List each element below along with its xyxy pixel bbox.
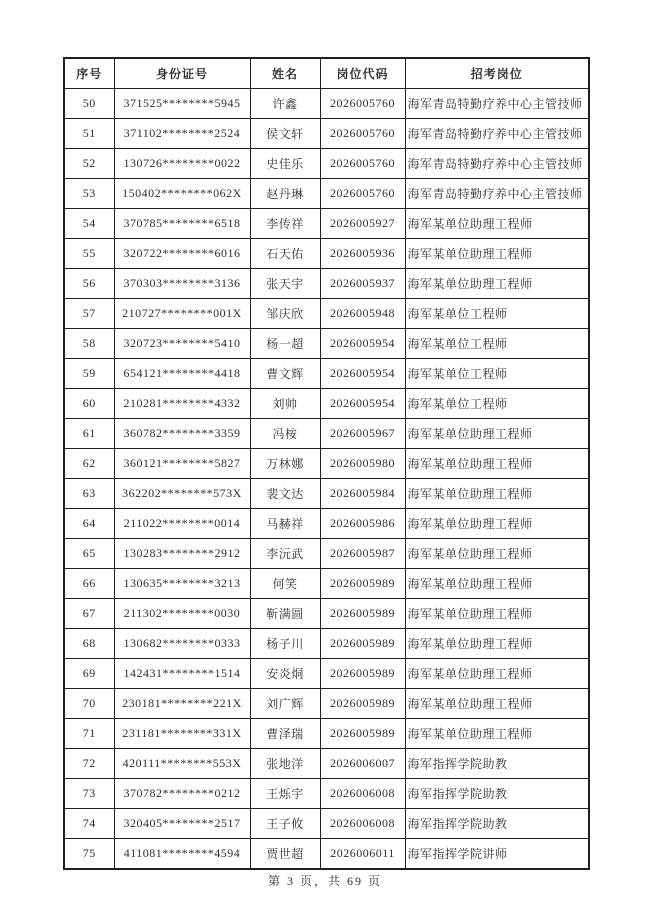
serial-cell: 62 bbox=[64, 449, 114, 479]
job-title-cell: 海军某单位助理工程师 bbox=[405, 599, 589, 629]
job-title-cell: 海军某单位助理工程师 bbox=[405, 209, 589, 239]
table-row bbox=[64, 599, 589, 629]
name-cell: 史佳乐 bbox=[250, 149, 320, 179]
name-cell: 李传祥 bbox=[250, 209, 320, 239]
table-row bbox=[64, 629, 589, 659]
serial-cell: 57 bbox=[64, 299, 114, 329]
id-number-cell: 370785********6518 bbox=[114, 209, 250, 239]
table-row bbox=[64, 299, 589, 329]
job-code-cell: 2026005989 bbox=[320, 659, 405, 689]
recruitment-roster-table bbox=[63, 57, 590, 870]
job-code-cell: 2026005989 bbox=[320, 569, 405, 599]
job-code-cell: 2026005954 bbox=[320, 359, 405, 389]
name-cell: 侯文轩 bbox=[250, 119, 320, 149]
id-number-cell: 130283********2912 bbox=[114, 539, 250, 569]
table-row bbox=[64, 389, 589, 419]
job-code-cell: 2026005760 bbox=[320, 119, 405, 149]
header-serial: 序号 bbox=[64, 58, 114, 89]
id-number-cell: 411081********4594 bbox=[114, 839, 250, 870]
table-row bbox=[64, 329, 589, 359]
table-row bbox=[64, 749, 589, 779]
serial-cell: 51 bbox=[64, 119, 114, 149]
serial-cell: 74 bbox=[64, 809, 114, 839]
table-row bbox=[64, 779, 589, 809]
name-cell: 杨子川 bbox=[250, 629, 320, 659]
job-title-cell: 海军某单位工程师 bbox=[405, 329, 589, 359]
serial-cell: 72 bbox=[64, 749, 114, 779]
serial-cell: 55 bbox=[64, 239, 114, 269]
header-job-code: 岗位代码 bbox=[320, 58, 405, 89]
job-code-cell: 2026005937 bbox=[320, 269, 405, 299]
serial-cell: 67 bbox=[64, 599, 114, 629]
job-code-cell: 2026005989 bbox=[320, 689, 405, 719]
job-title-cell: 海军某单位助理工程师 bbox=[405, 689, 589, 719]
job-code-cell: 2026005967 bbox=[320, 419, 405, 449]
id-number-cell: 231181********331X bbox=[114, 719, 250, 749]
table-row bbox=[64, 839, 589, 870]
job-code-cell: 2026005986 bbox=[320, 509, 405, 539]
name-cell: 曹泽瑞 bbox=[250, 719, 320, 749]
id-number-cell: 320722********6016 bbox=[114, 239, 250, 269]
id-number-cell: 210727********001X bbox=[114, 299, 250, 329]
header-job-title: 招考岗位 bbox=[405, 58, 589, 89]
id-number-cell: 230181********221X bbox=[114, 689, 250, 719]
serial-cell: 65 bbox=[64, 539, 114, 569]
table-row bbox=[64, 89, 589, 119]
job-code-cell: 2026005987 bbox=[320, 539, 405, 569]
id-number-cell: 211022********0014 bbox=[114, 509, 250, 539]
serial-cell: 66 bbox=[64, 569, 114, 599]
job-code-cell: 2026005948 bbox=[320, 299, 405, 329]
id-number-cell: 320405********2517 bbox=[114, 809, 250, 839]
page-number-footer: 第 3 页，共 69 页 bbox=[267, 874, 382, 888]
id-number-cell: 211302********0030 bbox=[114, 599, 250, 629]
header-id-number: 身份证号 bbox=[114, 58, 250, 89]
serial-cell: 50 bbox=[64, 89, 114, 119]
id-number-cell: 371102********2524 bbox=[114, 119, 250, 149]
table-row bbox=[64, 449, 589, 479]
job-code-cell: 2026006008 bbox=[320, 779, 405, 809]
job-code-cell: 2026005954 bbox=[320, 329, 405, 359]
id-number-cell: 362202********573X bbox=[114, 479, 250, 509]
serial-cell: 52 bbox=[64, 149, 114, 179]
serial-cell: 70 bbox=[64, 689, 114, 719]
job-code-cell: 2026005980 bbox=[320, 449, 405, 479]
table-row bbox=[64, 809, 589, 839]
table-row bbox=[64, 509, 589, 539]
job-title-cell: 海军某单位助理工程师 bbox=[405, 239, 589, 269]
job-code-cell: 2026005760 bbox=[320, 89, 405, 119]
job-title-cell: 海军某单位助理工程师 bbox=[405, 449, 589, 479]
serial-cell: 59 bbox=[64, 359, 114, 389]
serial-cell: 60 bbox=[64, 389, 114, 419]
job-title-cell: 海军某单位助理工程师 bbox=[405, 569, 589, 599]
name-cell: 冯桉 bbox=[250, 419, 320, 449]
name-cell: 杨一超 bbox=[250, 329, 320, 359]
id-number-cell: 130682********0333 bbox=[114, 629, 250, 659]
job-title-cell: 海军指挥学院助教 bbox=[405, 749, 589, 779]
serial-cell: 75 bbox=[64, 839, 114, 870]
table-row bbox=[64, 149, 589, 179]
job-code-cell: 2026005760 bbox=[320, 179, 405, 209]
id-number-cell: 420111********553X bbox=[114, 749, 250, 779]
table-row bbox=[64, 689, 589, 719]
table-row bbox=[64, 719, 589, 749]
id-number-cell: 654121********4418 bbox=[114, 359, 250, 389]
name-cell: 李沅武 bbox=[250, 539, 320, 569]
id-number-cell: 130635********3213 bbox=[114, 569, 250, 599]
job-title-cell: 海军某单位助理工程师 bbox=[405, 539, 589, 569]
name-cell: 赵丹琳 bbox=[250, 179, 320, 209]
job-code-cell: 2026006007 bbox=[320, 749, 405, 779]
name-cell: 靳满圆 bbox=[250, 599, 320, 629]
job-title-cell: 海军指挥学院讲师 bbox=[405, 839, 589, 870]
table-row bbox=[64, 479, 589, 509]
table-row bbox=[64, 569, 589, 599]
table-row bbox=[64, 539, 589, 569]
job-code-cell: 2026006008 bbox=[320, 809, 405, 839]
table-row bbox=[64, 359, 589, 389]
serial-cell: 71 bbox=[64, 719, 114, 749]
header-name: 姓名 bbox=[250, 58, 320, 89]
job-title-cell: 海军某单位助理工程师 bbox=[405, 419, 589, 449]
name-cell: 裴文达 bbox=[250, 479, 320, 509]
id-number-cell: 371525********5945 bbox=[114, 89, 250, 119]
name-cell: 许鑫 bbox=[250, 89, 320, 119]
job-title-cell: 海军青岛特勤疗养中心主管技师 bbox=[405, 149, 589, 179]
name-cell: 王子攸 bbox=[250, 809, 320, 839]
name-cell: 邹庆欣 bbox=[250, 299, 320, 329]
name-cell: 刘广辉 bbox=[250, 689, 320, 719]
job-code-cell: 2026005936 bbox=[320, 239, 405, 269]
job-code-cell: 2026005984 bbox=[320, 479, 405, 509]
job-title-cell: 海军某单位助理工程师 bbox=[405, 659, 589, 689]
name-cell: 何笑 bbox=[250, 569, 320, 599]
serial-cell: 53 bbox=[64, 179, 114, 209]
job-code-cell: 2026005954 bbox=[320, 389, 405, 419]
id-number-cell: 370303********3136 bbox=[114, 269, 250, 299]
job-code-cell: 2026005760 bbox=[320, 149, 405, 179]
serial-cell: 64 bbox=[64, 509, 114, 539]
job-code-cell: 2026005989 bbox=[320, 599, 405, 629]
name-cell: 石天佑 bbox=[250, 239, 320, 269]
table-row bbox=[64, 419, 589, 449]
id-number-cell: 150402********062X bbox=[114, 179, 250, 209]
id-number-cell: 360121********5827 bbox=[114, 449, 250, 479]
job-code-cell: 2026005989 bbox=[320, 719, 405, 749]
job-code-cell: 2026005989 bbox=[320, 629, 405, 659]
job-title-cell: 海军某单位工程师 bbox=[405, 359, 589, 389]
job-title-cell: 海军指挥学院助教 bbox=[405, 809, 589, 839]
job-title-cell: 海军青岛特勤疗养中心主管技师 bbox=[405, 89, 589, 119]
serial-cell: 63 bbox=[64, 479, 114, 509]
name-cell: 贾世超 bbox=[250, 839, 320, 870]
name-cell: 马赫祥 bbox=[250, 509, 320, 539]
job-title-cell: 海军某单位助理工程师 bbox=[405, 509, 589, 539]
table-body bbox=[64, 89, 589, 870]
job-title-cell: 海军某单位助理工程师 bbox=[405, 479, 589, 509]
serial-cell: 61 bbox=[64, 419, 114, 449]
id-number-cell: 210281********4332 bbox=[114, 389, 250, 419]
name-cell: 王烁宇 bbox=[250, 779, 320, 809]
job-title-cell: 海军指挥学院助教 bbox=[405, 779, 589, 809]
table-row bbox=[64, 209, 589, 239]
job-title-cell: 海军某单位工程师 bbox=[405, 389, 589, 419]
job-title-cell: 海军青岛特勤疗养中心主管技师 bbox=[405, 119, 589, 149]
table-row bbox=[64, 659, 589, 689]
id-number-cell: 142431********1514 bbox=[114, 659, 250, 689]
name-cell: 刘帅 bbox=[250, 389, 320, 419]
name-cell: 万林娜 bbox=[250, 449, 320, 479]
job-title-cell: 海军某单位助理工程师 bbox=[405, 269, 589, 299]
id-number-cell: 130726********0022 bbox=[114, 149, 250, 179]
serial-cell: 69 bbox=[64, 659, 114, 689]
header-row bbox=[64, 58, 589, 89]
serial-cell: 54 bbox=[64, 209, 114, 239]
job-code-cell: 2026005927 bbox=[320, 209, 405, 239]
serial-cell: 56 bbox=[64, 269, 114, 299]
serial-cell: 68 bbox=[64, 629, 114, 659]
table-row bbox=[64, 119, 589, 149]
job-code-cell: 2026006011 bbox=[320, 839, 405, 870]
id-number-cell: 360782********3359 bbox=[114, 419, 250, 449]
table-header bbox=[64, 58, 589, 89]
table-row bbox=[64, 269, 589, 299]
job-title-cell: 海军某单位助理工程师 bbox=[405, 719, 589, 749]
job-title-cell: 海军某单位助理工程师 bbox=[405, 629, 589, 659]
name-cell: 张天宇 bbox=[250, 269, 320, 299]
id-number-cell: 370782********0212 bbox=[114, 779, 250, 809]
name-cell: 曹文辉 bbox=[250, 359, 320, 389]
job-title-cell: 海军青岛特勤疗养中心主管技师 bbox=[405, 179, 589, 209]
serial-cell: 73 bbox=[64, 779, 114, 809]
serial-cell: 58 bbox=[64, 329, 114, 359]
name-cell: 张地洋 bbox=[250, 749, 320, 779]
id-number-cell: 320723********5410 bbox=[114, 329, 250, 359]
table-row bbox=[64, 179, 589, 209]
table-row bbox=[64, 239, 589, 269]
job-title-cell: 海军某单位工程师 bbox=[405, 299, 589, 329]
name-cell: 安炎烔 bbox=[250, 659, 320, 689]
